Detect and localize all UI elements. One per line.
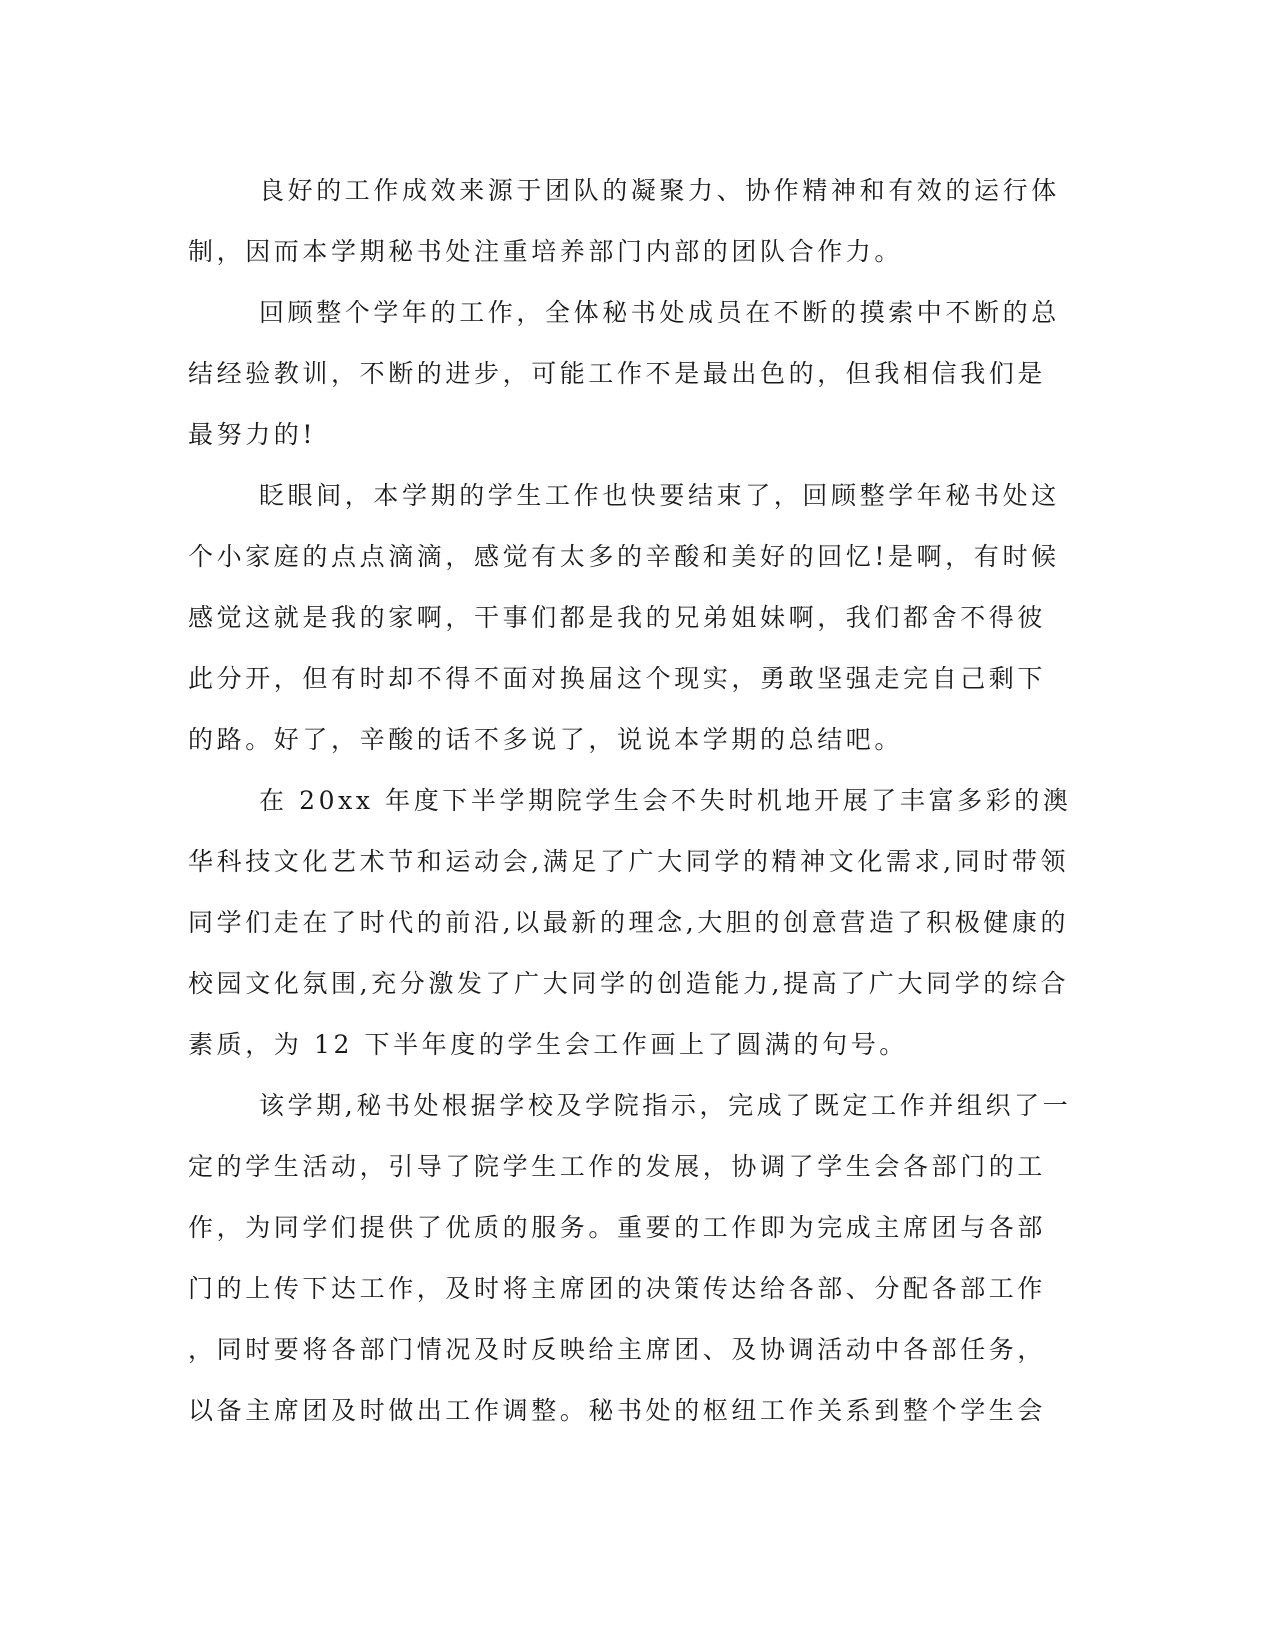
paragraph-secretariat-work [188,1075,1072,1441]
text-line: 以备主席团及时做出工作调整。秘书处的枢纽工作关系到整个学生会 [188,1396,1047,1425]
text-line: 在 20xx 年度下半学期院学生会不失时机地开展了丰富多彩的澳 [259,786,1072,815]
text-line: 最努力的! [188,420,317,449]
text-line: 校园文化氛围,充分激发了广大同学的创造能力,提高了广大同学的综合 [188,969,1070,998]
text-line: 该学期,秘书处根据学校及学院指示，完成了既定工作并组织了一 [259,1091,1072,1120]
text-line: ，同时要将各部门情况及时反映给主席团、及协调活动中各部任务， [188,1335,1047,1364]
text-line: 素质，为 12 下半年度的学生会工作画上了圆满的句号。 [188,1030,908,1059]
text-line: 华科技文化艺术节和运动会,满足了广大同学的精神文化需求,同时带领 [188,847,1070,876]
text-line: 感觉这就是我的家啊，干事们都是我的兄弟姐妹啊，我们都舍不得彼 [188,603,1047,632]
text-line: 结经验教训，不断的进步，可能工作不是最出色的，但我相信我们是 [188,359,1047,388]
text-line: 作，为同学们提供了优质的服务。重要的工作即为完成主席团与各部 [188,1213,1047,1242]
text-line: 的路。好了，辛酸的话不多说了，说说本学期的总结吧。 [188,725,904,754]
text-line: 制，因而本学期秘书处注重培养部门内部的团队合作力。 [188,237,904,266]
paragraph-culture-festival [188,770,1072,1075]
text-line: 定的学生活动，引导了院学生工作的发展，协调了学生会各部门的工 [188,1152,1047,1181]
paragraph-year-review [188,282,1068,465]
text-line: 同学们走在了时代的前沿,以最新的理念,大胆的创意营造了积极健康的 [188,908,1070,937]
text-line: 良好的工作成效来源于团队的凝聚力、协作精神和有效的运行体 [259,176,1060,205]
paragraph-team-cohesion [188,160,1068,282]
text-line: 回顾整个学年的工作，全体秘书处成员在不断的摸索中不断的总 [259,298,1060,327]
text-line: 个小家庭的点点滴滴，感觉有太多的辛酸和美好的回忆!是啊，有时候 [188,542,1060,571]
text-line: 门的上传下达工作，及时将主席团的决策传达给各部、分配各部工作 [188,1274,1047,1303]
text-line: 眨眼间，本学期的学生工作也快要结束了，回顾整学年秘书处这 [259,481,1060,510]
document-body [188,160,1072,1441]
paragraph-semester-ending [188,465,1068,770]
text-line: 此分开，但有时却不得不面对换届这个现实，勇敢坚强走完自己剩下 [188,664,1047,693]
